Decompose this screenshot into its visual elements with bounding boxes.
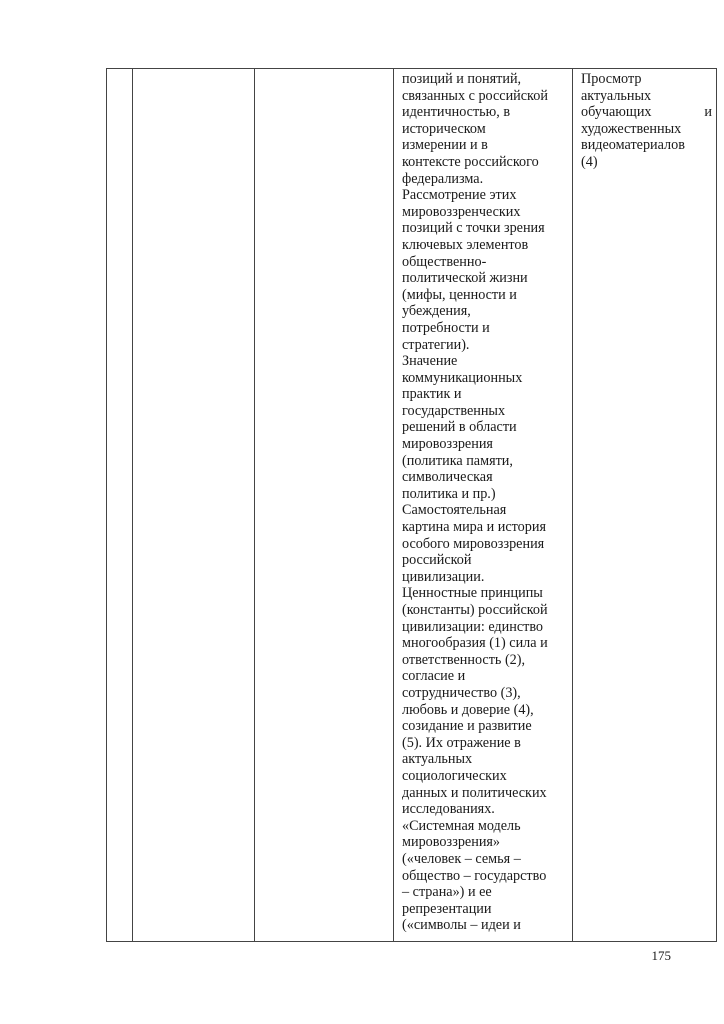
- content-line: – страна») и ее: [402, 884, 492, 901]
- content-line: политика и пр.): [402, 485, 496, 502]
- table-cell-activity: [573, 69, 717, 942]
- content-line: цивилизации: единство: [402, 618, 544, 635]
- content-line: (политика памяти,: [402, 452, 513, 469]
- activity-line: видеоматериалов: [581, 137, 685, 154]
- content-line: («человек – семья –: [402, 850, 521, 867]
- content-line: коммуникационных: [402, 369, 523, 386]
- content-line: актуальных: [402, 751, 473, 768]
- content-line: государственных: [402, 402, 506, 419]
- content-line: согласие и: [402, 668, 466, 685]
- table-cell-content: [394, 69, 573, 942]
- content-line: Рассмотрение этих: [402, 187, 517, 204]
- content-line: (5). Их отражение в: [402, 734, 521, 751]
- activity-line: Просмотр: [581, 71, 642, 87]
- activity-text: [577, 71, 712, 171]
- content-line: общество – государство: [402, 867, 547, 884]
- content-line: решений в области: [402, 419, 517, 436]
- content-line: потребности и: [402, 319, 490, 336]
- content-line: убеждения,: [402, 303, 471, 320]
- content-text: [398, 71, 568, 934]
- content-line: мировоззренческих: [402, 203, 521, 220]
- content-line: контексте российского: [402, 153, 539, 170]
- content-line: идентичностью, в: [402, 104, 511, 121]
- table-cell-number: [107, 69, 133, 942]
- content-line: связанных с российской: [402, 87, 548, 104]
- table-row: [107, 69, 717, 942]
- content-line: (мифы, ценности и: [402, 286, 517, 303]
- activity-line: художественных: [581, 120, 682, 137]
- page-number: 175: [651, 948, 671, 963]
- content-line: социологических: [402, 767, 507, 784]
- content-line: позиций и понятий,: [402, 71, 522, 87]
- curriculum-table: [106, 68, 717, 942]
- activity-line: (4): [581, 153, 598, 170]
- table-cell-topic: [255, 69, 394, 942]
- activity-word: обучающих: [581, 104, 652, 121]
- content-line: исследованиях.: [402, 801, 495, 818]
- content-line: «Системная модель: [402, 817, 521, 834]
- activity-line: актуальных: [581, 87, 652, 104]
- content-line: Значение: [402, 353, 458, 370]
- content-line: сотрудничество (3),: [402, 684, 521, 701]
- content-line: стратегии).: [402, 336, 470, 353]
- content-line: (константы) российской: [402, 602, 548, 618]
- activity-word: и: [704, 104, 712, 121]
- content-line: мировоззрения: [402, 436, 493, 453]
- content-line: федерализма.: [402, 170, 484, 187]
- content-line: политической жизни: [402, 270, 528, 287]
- content-line: любовь и доверие (4),: [402, 701, 534, 718]
- content-line: ответственность (2),: [402, 651, 526, 668]
- content-line: мировоззрения»: [402, 834, 501, 851]
- content-line: историческом: [402, 120, 486, 137]
- content-line: ключевых элементов: [402, 236, 529, 253]
- content-line: картина мира и история: [402, 519, 546, 536]
- table-cell-section: [133, 69, 255, 942]
- content-line: данных и политических: [402, 784, 547, 801]
- content-line: позиций с точки зрения: [402, 220, 545, 237]
- content-line: практик и: [402, 386, 462, 403]
- content-line: многообразия (1) сила и: [402, 635, 548, 652]
- content-line: репрезентации: [402, 900, 492, 917]
- content-line: символическая: [402, 469, 493, 486]
- content-line: цивилизации.: [402, 568, 485, 585]
- content-line: измерении и в: [402, 137, 488, 154]
- content-line: Ценностные принципы: [402, 585, 543, 602]
- activity-line: [581, 104, 712, 121]
- content-line: особого мировоззрения: [402, 535, 545, 552]
- content-line: («символы – идеи и: [402, 917, 521, 934]
- content-line: российской: [402, 552, 472, 569]
- content-line: общественно-: [402, 253, 487, 270]
- content-line: Самостоятельная: [402, 502, 507, 519]
- content-line: созидание и развитие: [402, 718, 532, 735]
